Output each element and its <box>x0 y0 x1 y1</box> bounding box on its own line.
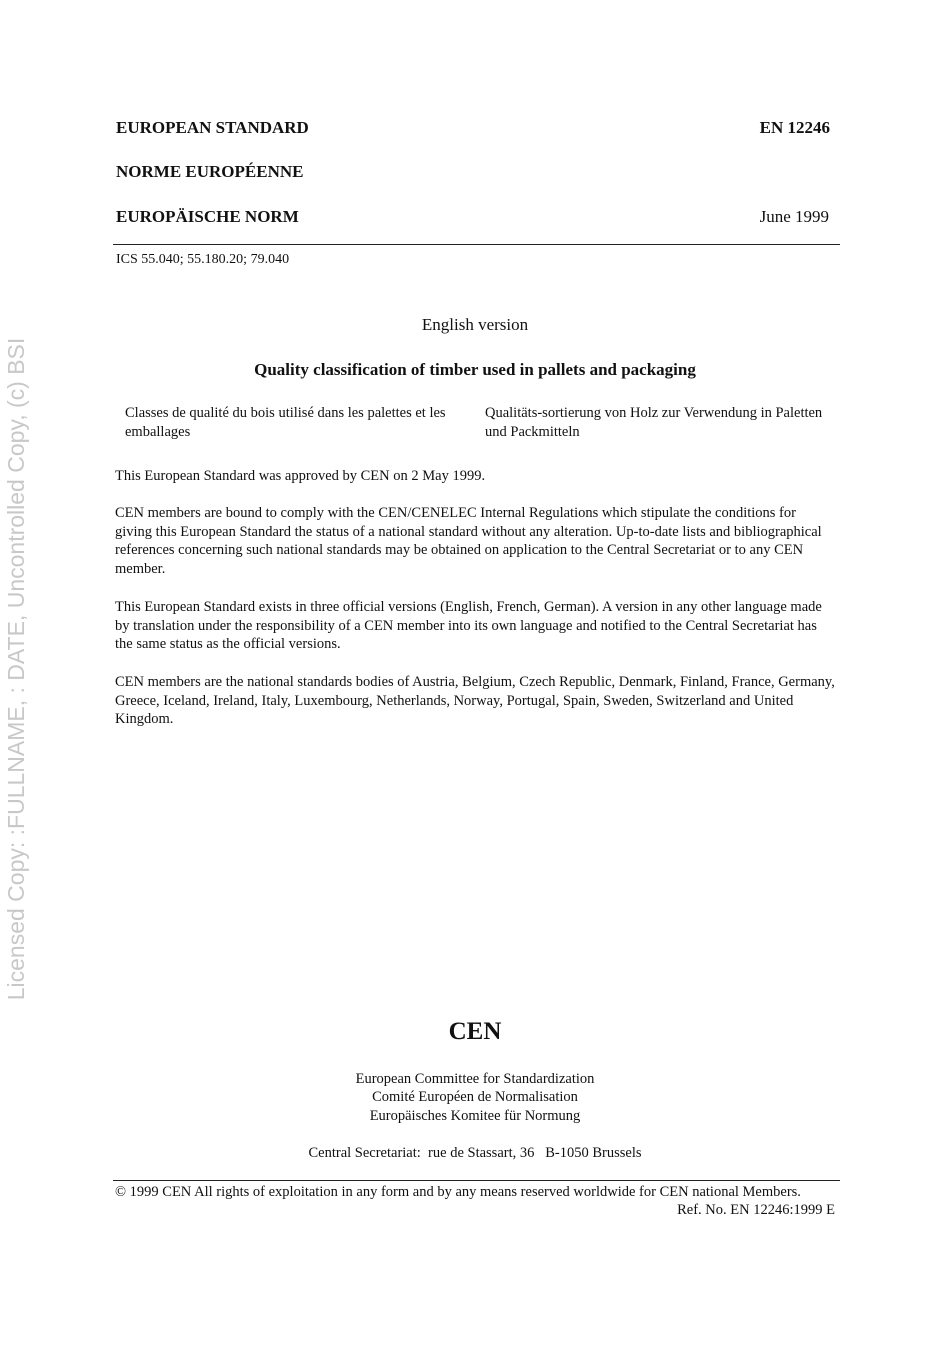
license-watermark: Licensed Copy: :FULLNAME, : DATE, Uncontrolled Copy, (c) BSI <box>3 337 29 1001</box>
publication-date: June 1999 <box>759 207 829 226</box>
title-german: Qualitäts-sortierung von Holz zur Verwendung in Paletten und Packmitteln <box>485 405 823 440</box>
title-fr: NORME EUROPÉENNE <box>116 162 304 181</box>
cen-name-en: European Committee for Standardization <box>355 1071 595 1087</box>
cen-name-de: Europäisches Komitee für Normung <box>369 1108 581 1124</box>
title-de: EUROPÄISCHE NORM <box>116 207 299 226</box>
paragraph-members: CEN members are the national standards bodies of Austria, Belgium, Czech Republic, Denmark, Finland, France, Germany, Greece, Iceland, Ireland, Italy, Luxembourg, Netherlands, Norway, Portugal, Spain, Sweden, Switzerland and United Kingdom. <box>115 674 835 728</box>
paragraph-versions: This European Standard exists in three official versions (English, French, German). A version in any other language made by translation under the responsibility of a CEN member into its own language and notified to the Central Secretariat has the same status as the official versions. <box>115 599 822 653</box>
copyright-notice: © 1999 CEN All rights of exploitation in any form and by any means reserved worldwide for CEN national Members. <box>115 1184 801 1200</box>
title-french: Classes de qualité du bois utilisé dans les palettes et les emballages <box>125 405 446 440</box>
document-title: Quality classification of timber used in pallets and packaging <box>254 360 696 379</box>
footer-divider <box>113 1180 840 1181</box>
cen-logo: CEN <box>448 1018 502 1045</box>
reference-number: Ref. No. EN 12246:1999 E <box>677 1202 835 1218</box>
title-en: EUROPEAN STANDARD <box>116 118 309 137</box>
header-divider <box>113 244 840 245</box>
paragraph-obligations: CEN members are bound to comply with the CEN/CENELEC Internal Regulations which stipulate the conditions for giving this European Standard the status of a national standard without any alteration. Up-to-date lists and bibliographical references concerning such national standards may be obtained on application to the Central Secretariat or to any CEN member. <box>115 505 822 577</box>
version-label: English version <box>421 315 529 334</box>
cen-address: Central Secretariat: rue de Stassart, 36 B-1050 Brussels <box>308 1145 642 1161</box>
paragraph-approval: This European Standard was approved by CEN on 2 May 1999. <box>115 468 486 484</box>
ics-codes: ICS 55.040; 55.180.20; 79.040 <box>116 252 290 267</box>
cen-name-fr: Comité Européen de Normalisation <box>372 1089 578 1105</box>
standard-number: EN 12246 <box>759 118 830 137</box>
